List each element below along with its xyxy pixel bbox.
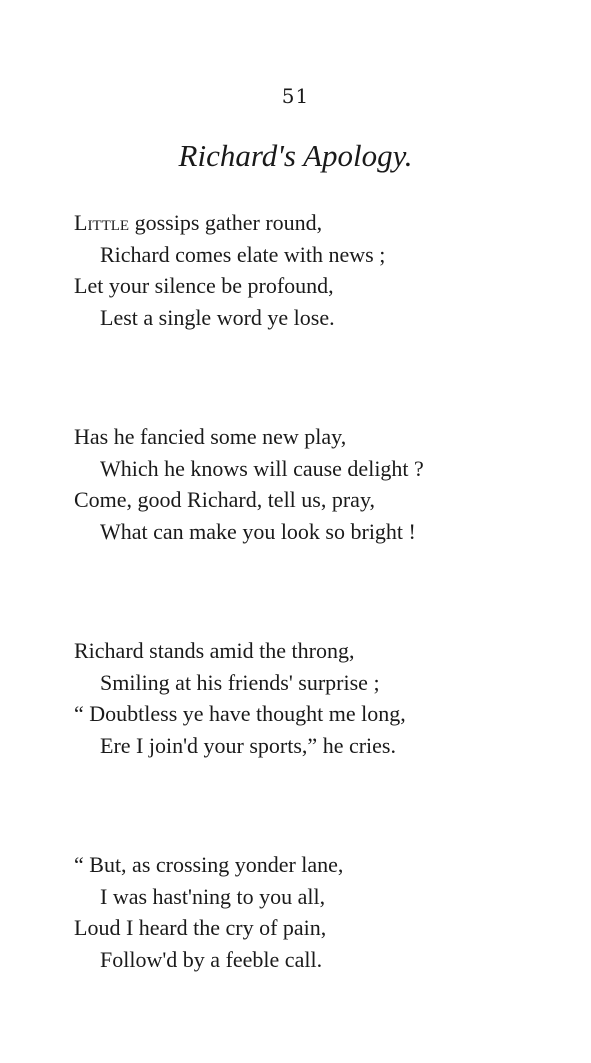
poem-line: Come, good Richard, tell us, pray, bbox=[74, 487, 376, 512]
poem-line: “ But, as crossing yonder lane, bbox=[74, 852, 344, 877]
poem-line: What can make you look so bright ! bbox=[100, 518, 416, 544]
stanza-1 bbox=[74, 207, 554, 333]
page-number: 51 bbox=[281, 84, 310, 108]
stanza-3 bbox=[74, 635, 554, 761]
poem-line: I was hast'ning to you all, bbox=[100, 883, 326, 909]
poem-line: Has he fancied some new play, bbox=[74, 424, 347, 449]
poem-line: Richard comes elate with news ; bbox=[100, 241, 386, 267]
poem-line: Which he knows will cause delight ? bbox=[100, 455, 424, 481]
poem-line bbox=[74, 207, 554, 239]
poem-line: Richard stands amid the throng, bbox=[74, 638, 355, 663]
poem-line-text: gossips gather round, bbox=[129, 210, 323, 235]
poem-line: Loud I heard the cry of pain, bbox=[74, 915, 327, 940]
poem-line: Follow'd by a feeble call. bbox=[100, 946, 323, 972]
poem-body bbox=[74, 207, 554, 1063]
stanza-2 bbox=[74, 421, 554, 547]
drop-word: Little bbox=[74, 210, 130, 235]
poem-line: Smiling at his friends' surprise ; bbox=[100, 669, 380, 695]
poem-line: Ere I join'd your sports,” he cries. bbox=[100, 732, 396, 758]
poem-line: Lest a single word ye lose. bbox=[100, 304, 335, 330]
stanza-4 bbox=[74, 849, 554, 975]
poem-line: Let your silence be profound, bbox=[74, 273, 334, 298]
poem-line: “ Doubtless ye have thought me long, bbox=[74, 701, 406, 726]
poem-title: Richard's Apology. bbox=[178, 138, 413, 173]
